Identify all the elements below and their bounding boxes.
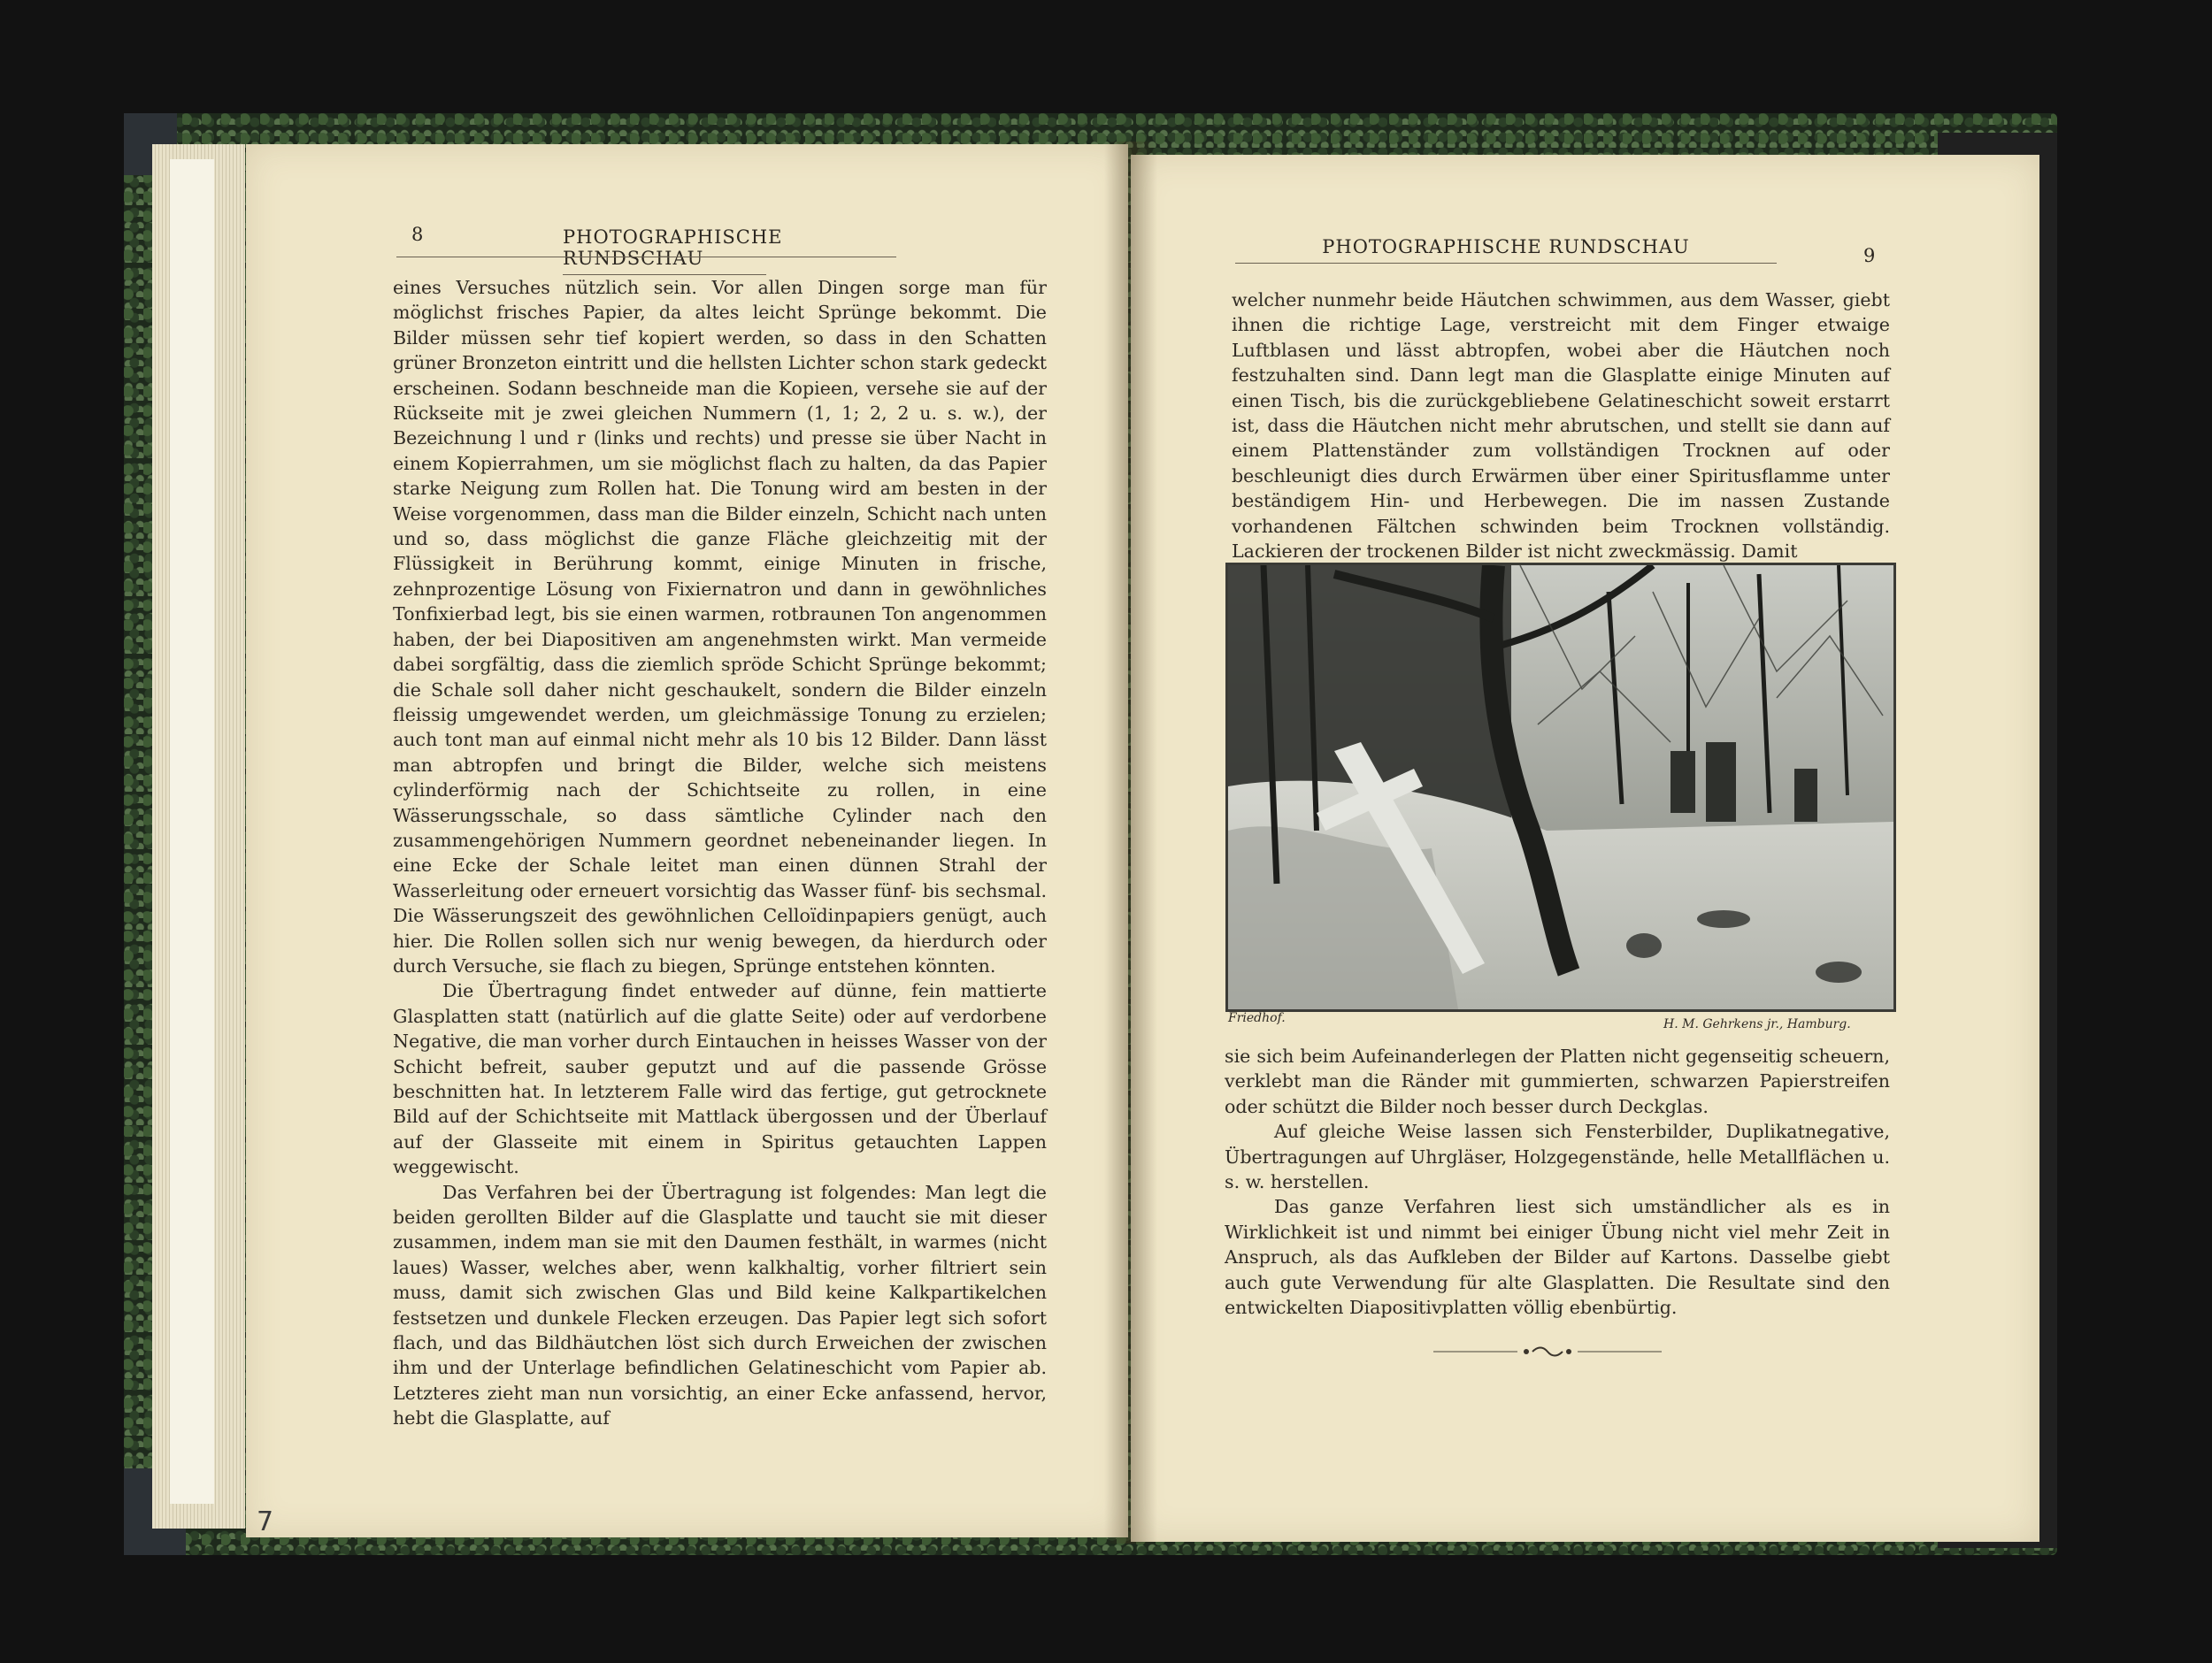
cemetery-photograph [1225,563,1896,1012]
left-text-block [393,275,1047,1431]
left-page [246,144,1128,1537]
right-paragraph-3: Auf gleiche Weise lassen sich Fensterbilder, Duplikatnegative, Übertragungen auf Uhrgläser, Holzgegenstände, helle Metallflächen u. s. w. herstellen. [1225,1121,1890,1193]
right-paragraph-4: Das ganze Verfahren liest sich umständlicher als es in Wirklichkeit ist und nimmt bei einiger Übung nicht viel mehr Zeit in Anspruch, als das Aufkleben der Bilder auf Kartons. Dasselbe giebt auch gute Verwendung für alte Glasplatten. Die Resultate sind den entwickelten Diapositivplatten völlig ebenbürtig. [1225,1196,1890,1319]
pencil-page-mark: 7 [257,1506,274,1537]
left-header-text: PHOTOGRAPHISCHE RUNDSCHAU [563,226,783,269]
right-header-text: PHOTOGRAPHISCHE RUNDSCHAU [1322,236,1690,257]
end-ornament [1433,1345,1662,1359]
inserted-slip [170,159,214,1504]
snowy-cemetery-image [1228,565,1893,1009]
right-paragraph-1: welcher nunmehr beide Häutchen schwimmen, aus dem Wasser, giebt ihnen die richtige Lage, verstreicht mit dem Finger etwaige Luftblasen und lässt abtropfen, wobei aber die Häutchen noch festzuhalten sind. Dann legt man die Glasplatte einige Minuten auf einen Tisch, bis die zurückgebliebene Gelatineschicht soweit erstarrt ist, dass die Häutchen nicht mehr abrutschen, und stellt sie dann auf einem Plattenständer zum vollständigen Trocknen auf oder beschleunigt dies durch Erwärmen über einer Spiritusflamme unter beständigem Hin- und Herbewegen. Die im nassen Zustande vorhandenen Fältchen schwinden beim Trocknen vollständig. Lackieren der trockenen Bilder ist nicht zweckmässig. Damit [1232,289,1890,563]
left-paragraph-3: Das Verfahren bei der Übertragung ist folgendes: Man legt die beiden gerollten Bilder auf die Glasplatte und taucht sie mit dieser zusammen, indem man sie mit den Daumen festhält, in warmes (nicht laues) Wasser, welches aber, wenn kalkhaltig, vorher filtriert sein muss, damit sich zwischen Glas und Bild keine Kalkpartikelchen festsetzen und dunkele Flecken erzeugen. Das Papier legt sich sofort flach, und das Bildhäutchen löst sich durch Erweichen der zwischen ihm und der Unterlage befindlichen Gelatineschicht vom Papier ab. Letzteres zieht man nun vorsichtig, an einer Ecke anfassend, hervor, hebt die Glasplatte, auf [393,1181,1047,1429]
book-gutter-shadow [1104,142,1157,1544]
right-page-number: 9 [1863,245,1876,266]
left-paragraph-1: eines Versuches nützlich sein. Vor allen Dingen sorge man für möglichst frisches Papier, da altes leicht Sprünge bekommt. Die Bilder müssen sehr tief kopiert werden, so dass in den Schatten grüner Bronzeton eintritt und die hellsten Lichter schon stark gedeckt erscheinen. Sodann beschneide man die Kopieen, versehe sie auf der Rückseite mit je zwei gleichen Nummern (1, 1; 2, 2 u. s. w.), der Bezeichnung l und r (links und rechts) und presse sie über Nacht in einem Kopierrahmen, um sie möglichst flach zu halten, da das Papier starke Neigung zum Rollen hat. Die Tonung wird am besten in der Weise vorgenommen, dass man die Bilder einzeln, Schicht nach unten und so, dass möglichst die ganze Fläche gleichzeitig mit der Flüssigkeit in Berührung kommt, einige Minuten in frische, zehnprozentige Lösung von Fixiernatron und dann in gewöhnliches Tonfixierbad legt, bis sie einen warmen, rotbraunen Ton angenommen haben, der bei Diapositiven am angenehmsten wirkt. Man vermeide dabei sorgfältig, dass die ziemlich spröde Schicht Sprünge bekommt; die Schale soll daher nicht geschaukelt, sondern die Bilder einzeln fleissig umgewendet werden, um gleichmässige Tonung zu erzielen; auch tont man auf einmal nicht mehr als 10 bis 12 Bilder. Dann lässt man abtropfen und bringt die Bilder, welche sich meistens cylinderförmig nach der Schichtseite zu rollen, in eine Wässerungsschale, so dass sämtliche Cylinder nach den zusammengehörigen Nummern geordnet nebeneinander liegen. In eine Ecke der Schale leitet man einen dünnen Strahl der Wasserleitung oder erneuert vorsichtig das Wasser fünf- bis sechsmal. Die Wässerungszeit des gewöhnlichen Celloïdinpapiers genügt, auch hier. Die Rollen sollen sich nur wenig bewegen, da hierdurch oder durch Versuche, sie flach zu biegen, Sprünge entstehen könnten. [393,277,1047,977]
left-running-header [563,226,783,275]
right-text-block-bottom [1225,1044,1890,1320]
photo-caption-credit: H. M. Gehrkens jr., Hamburg. [1663,1017,1851,1031]
left-page-number: 8 [411,224,424,245]
left-paragraph-2: Die Übertragung findet entweder auf dünne, fein mattierte Glasplatten statt (natürlich auf die glatte Seite) oder auf verdorbene Negative, die man vorher durch Eintauchen in heisses Wasser von der Schicht befreit, sauber geputzt und auf die passende Grösse beschnitten hat. In letzterem Falle wird das fertige, gut getrocknete Bild auf der Schichtseite mit Mattlack übergossen und der Überlauf auf der Glasseite mit einem in Spiritus getauchten Lappen weggewischt. [393,980,1047,1178]
right-running-header [1235,236,1777,264]
right-paragraph-2: sie sich beim Aufeinanderlegen der Platten nicht gegenseitig scheuern, verklebt man die Ränder mit gummierten, schwarzen Papierstreifen oder schützt die Bilder noch besser durch Deckglas. [1225,1046,1890,1117]
photo-caption-title: Friedhof. [1228,1011,1286,1025]
right-text-block-top [1232,287,1890,563]
